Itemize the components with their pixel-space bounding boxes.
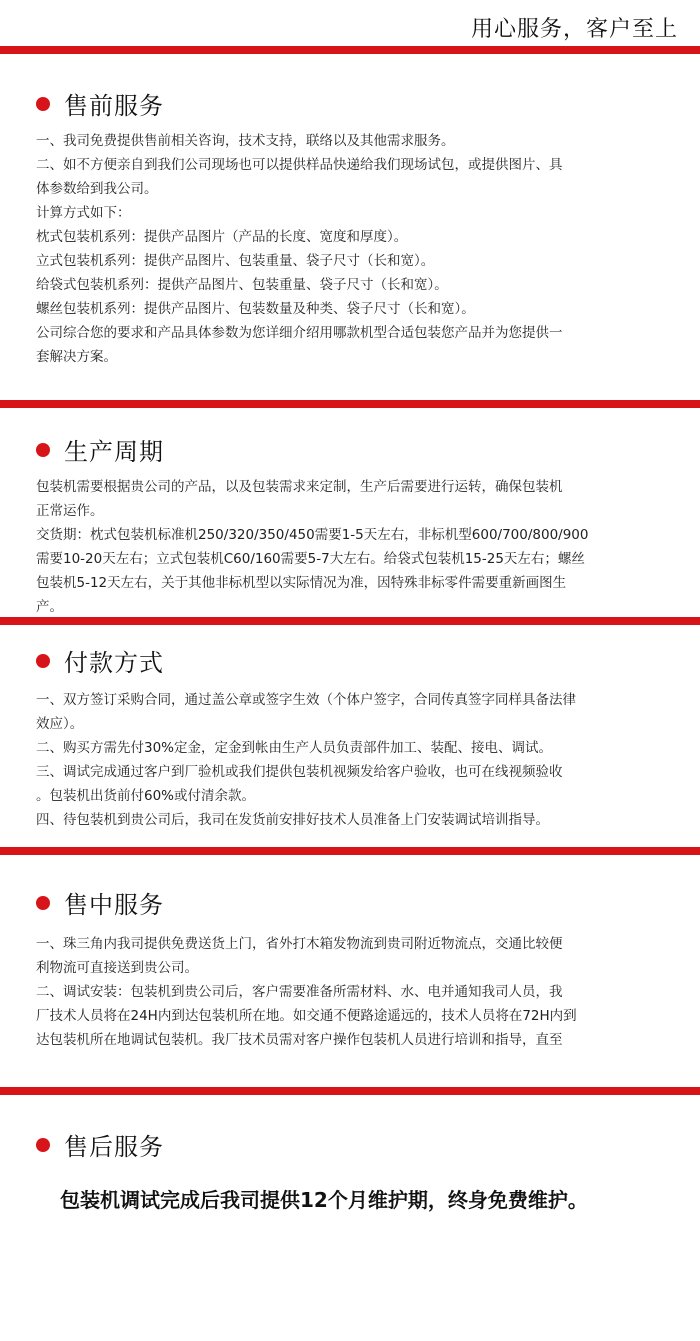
text-line: 枕式包装机系列：提供产品图片（产品的长度、宽度和厚度）。 bbox=[36, 229, 408, 245]
text-line: 公司综合您的要求和产品具体参数为您详细介绍用哪款机型合适包装您产品并为您提供一 bbox=[36, 325, 563, 341]
text-line: 一、双方签订采购合同，通过盖公章或签字生效（个体户签字，合同传真签字同样具备法律 bbox=[36, 692, 576, 708]
section-body bbox=[36, 475, 670, 619]
text-line: 螺丝包装机系列：提供产品图片、包装数量及种类、袋子尺寸（长和宽）。 bbox=[36, 301, 475, 317]
section-title: 售前服务 bbox=[64, 92, 164, 120]
text-line: 交货期：枕式包装机标准机250/320/350/450需要1-5天左右，非标机型600/700/800/900 bbox=[36, 527, 589, 543]
text-line: 体参数给到我公司。 bbox=[36, 181, 158, 197]
section-after-sales bbox=[0, 1095, 700, 1295]
text-line: 厂技术人员将在24H内到达包装机所在地。如交通不便路途遥远的，技术人员将在72H内到 bbox=[36, 1008, 577, 1024]
section-title: 售中服务 bbox=[64, 891, 164, 919]
divider bbox=[0, 46, 700, 54]
text-line: 四、待包装机到贵公司后，我司在发货前安排好技术人员准备上门安装调试培训指导。 bbox=[36, 812, 549, 828]
section-title-row bbox=[36, 885, 670, 920]
text-line: 包装机5-12天左右，关于其他非标机型以实际情况为准，因特殊非标零件需要重新画图生 bbox=[36, 575, 567, 591]
section-in-sales bbox=[0, 855, 700, 1087]
divider bbox=[0, 1087, 700, 1095]
section-title-row bbox=[36, 643, 670, 678]
text-line: 三、调试完成通过客户到厂验机或我们提供包装机视频发给客户验收，也可在线视频验收 bbox=[36, 764, 563, 780]
text-line: 二、购买方需先付30%定金，定金到帐由生产人员负责部件加工、装配、接电、调试。 bbox=[36, 740, 553, 756]
text-line: 计算方式如下： bbox=[36, 205, 131, 221]
text-line: 正常运作。 bbox=[36, 503, 104, 519]
text-line: 需要10-20天左右；立式包装机C60/160需要5-7大左右。给袋式包装机15-25天左右；螺丝 bbox=[36, 551, 585, 567]
bullet-dot-icon bbox=[36, 443, 50, 457]
text-line: 效应）。 bbox=[36, 716, 84, 732]
text-line: 产。 bbox=[36, 599, 63, 615]
divider bbox=[0, 847, 700, 855]
bullet-dot-icon bbox=[36, 654, 50, 668]
bullet-dot-icon bbox=[36, 97, 50, 111]
text-line: 。包装机出货前付60%或付清余款。 bbox=[36, 788, 256, 804]
text-line: 套解决方案。 bbox=[36, 349, 117, 365]
section-title-row bbox=[36, 432, 670, 467]
divider bbox=[0, 400, 700, 408]
section-body bbox=[36, 688, 670, 832]
section-title-row bbox=[36, 86, 670, 121]
warranty-statement: 包装机调试完成后我司提供12个月维护期，终身免费维护。 bbox=[60, 1188, 588, 1212]
section-body bbox=[36, 932, 670, 1052]
section-production-cycle bbox=[0, 408, 700, 617]
text-line: 二、如不方便亲自到我们公司现场也可以提供样品快递给我们现场试包，或提供图片、具 bbox=[36, 157, 563, 173]
text-line: 立式包装机系列：提供产品图片、包装重量、袋子尺寸（长和宽）。 bbox=[36, 253, 435, 269]
text-line: 利物流可直接送到贵公司。 bbox=[36, 960, 198, 976]
slogan: 用心服务，客户至上 bbox=[470, 17, 678, 42]
text-line: 包装机需要根据贵公司的产品，以及包装需求来定制，生产后需要进行运转，确保包装机 bbox=[36, 479, 563, 495]
section-title: 售后服务 bbox=[64, 1133, 164, 1161]
page-header bbox=[0, 0, 700, 46]
bullet-dot-icon bbox=[36, 1138, 50, 1152]
text-line: 给袋式包装机系列：提供产品图片、包装重量、袋子尺寸（长和宽）。 bbox=[36, 277, 448, 293]
text-line: 一、珠三角内我司提供免费送货上门，省外打木箱发物流到贵司附近物流点，交通比较便 bbox=[36, 936, 563, 952]
section-title: 付款方式 bbox=[64, 649, 164, 677]
text-line: 一、我司免费提供售前相关咨询，技术支持，联络以及其他需求服务。 bbox=[36, 133, 455, 149]
section-payment bbox=[0, 625, 700, 847]
text-line: 二、调试安装：包装机到贵公司后，客户需要准备所需材料、水、电并通知我司人员，我 bbox=[36, 984, 563, 1000]
section-presales bbox=[0, 54, 700, 400]
text-line: 达包装机所在地调试包装机。我厂技术员需对客户操作包装机人员进行培训和指导，直至 bbox=[36, 1032, 563, 1048]
section-title: 生产周期 bbox=[64, 438, 164, 466]
section-body bbox=[36, 129, 670, 369]
bullet-dot-icon bbox=[36, 896, 50, 910]
section-title-row bbox=[36, 1127, 670, 1162]
